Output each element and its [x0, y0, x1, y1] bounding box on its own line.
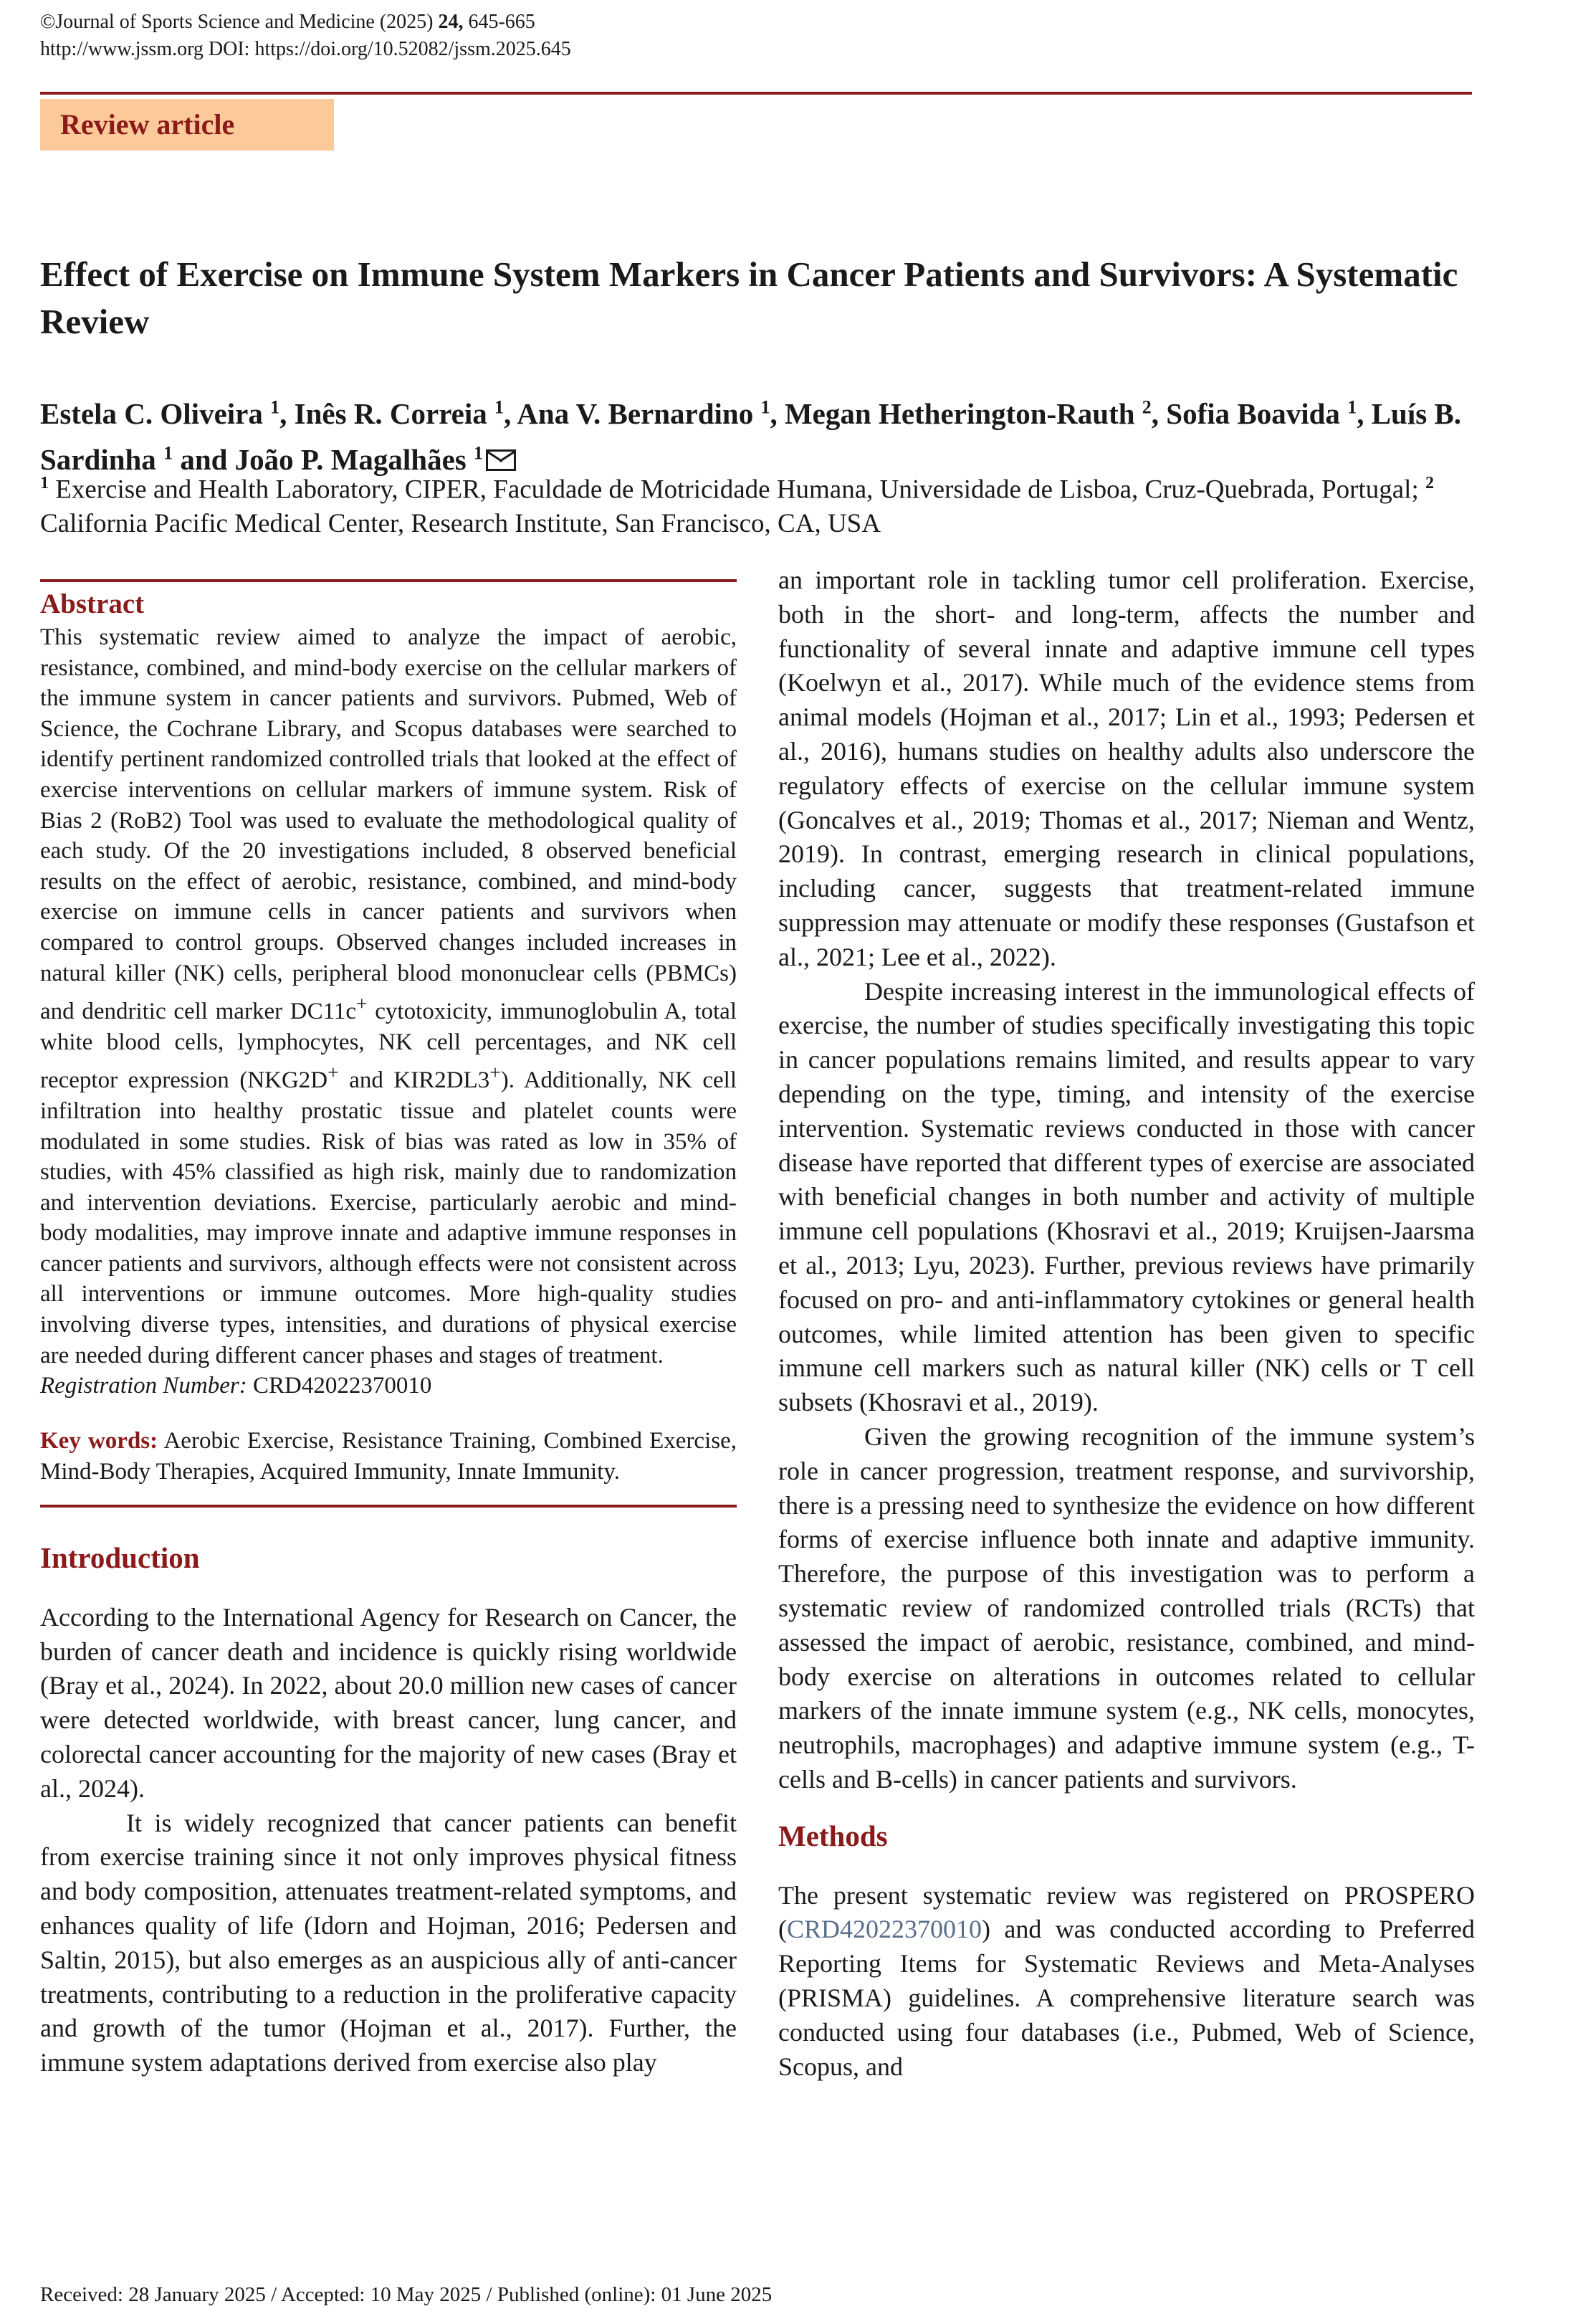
- prospero-link[interactable]: CRD42022370010: [787, 1915, 982, 1944]
- author: João P. Magalhães $^1$: [234, 442, 483, 477]
- intro-paragraph: Given the growing recognition of the immune system’s role in cancer progression, treatment response, and survivorship, there is a pressing need to synthesize the evidence on how different forms of exercise influence both innate and adaptive immunity. Therefore, the purpose of this investigation was to perform a systematic review of randomized controlled trials (RCTs) that assessed the impact of aerobic, resistance, combined, and mind-body exercise on alterations in outcomes related to cellular markers of the innate immune system (e.g., NK cells, monocytes, neutrophils, macrophages) and adaptive immune system (e.g., T-cells and B-cells) in cancer patients and survivors.: [778, 1421, 1475, 1794]
- author: Megan Hetherington-Rauth $^2$,: [784, 396, 1167, 430]
- author: Sofia Boavida $^1$,: [1166, 396, 1372, 430]
- methods-paragraph: The present systematic review was registered on PROSPERO (CRD42022370010) and was conducted according to Preferred Reporting Items for Systematic Reviews and Meta-Analyses (PRISMA) guidelines. A comprehensive literature search was conducted using four databases (i.e., Pubmed, Web of Science, Scopus, and: [778, 1880, 1475, 2081]
- intro-paragraph: According to the International Agency for Research on Cancer, the burden of cancer death and incidence is quickly rising worldwide (Bray et al., 2024). In 2022, about 20.0 million new cases of cancer were detected worldwide, with breast cancer, lung cancer, and colorectal cancer accounting for the majority of new cases (Bray et al., 2024).: [40, 1602, 737, 1803]
- intro-paragraph: It is widely recognized that cancer patients can benefit from exercise training since it not only improves physical fitness and body composition, attenuates treatment-related symptoms, and enhances quality of life (Idorn and Hojman, 2016; Pedersen and Saltin, 2015), but also emerges as an auspicious ally of anti-cancer treatments, contributing to a reduction in the proliferative capacity and growth of the tumor (Hojman et al., 2017). Further, the immune system adaptations derived from exercise also play: [40, 1808, 737, 2077]
- intro-paragraph: Despite increasing interest in the immunological effects of exercise, the number of studies specifically investigating this topic in cancer populations remains limited, and results appear to vary depending on the type, timing, and intensity of the exercise intervention. Systematic reviews conducted in those with cancer disease have reported that different types of exercise are associated with beneficial changes in both number and activity of multiple immune cell populations (Khosravi et al., 2019; Kruijsen-Jaarsma et al., 2013; Lyu, 2023). Further, previous reviews have primarily focused on pro- and anti-inflammatory cytokines or general health outcomes, while limited attention has been given to specific immune cell markers such as natural killer (NK) cells or T cell subsets (Khosravi et al., 2019).: [778, 976, 1475, 1417]
- citation-line: ©Journal of Sports Science and Medicine (2025) 24, 645-665: [40, 11, 535, 33]
- keywords: Key words: Aerobic Exercise, Resistance Training, Combined Exercise, Mind-Body Therapies, Acquired Immunity, Innate Immunity.: [40, 1427, 737, 1485]
- abstract-top-rule: [40, 579, 737, 582]
- abstract-heading: Abstract: [40, 589, 145, 619]
- journal-header: [40, 9, 571, 63]
- article-title: Effect of Exercise on Immune System Markers in Cancer Patients and Survivors: A Systematic Review: [40, 254, 1458, 341]
- author: Luís B. Sardinha $^1$ and: [40, 396, 1462, 477]
- methods-heading: Methods: [778, 1819, 888, 1852]
- header-rule: [40, 92, 1472, 95]
- doi-line[interactable]: http://www.jssm.org DOI: https://doi.org/10.52082/jssm.2025.645: [40, 38, 571, 60]
- abstract-text: This systematic review aimed to analyze the impact of aerobic, resistance, combined, and mind-body exercise on the cellular markers of the immune system in cancer patients and survivors. Pubmed, Web of Science, the Cochrane Library, and Scopus databases were searched to identify pertinent randomized controlled trials that looked at the effect of exercise interventions on cellular markers of immune system. Risk of Bias 2 (RoB2) Tool was used to evaluate the methodological quality of each study. Of the 20 investigations included, 8 observed beneficial results on the effect of aerobic, resistance, combined, and mind-body exercise on immune cells in cancer patients and survivors when compared to control groups. Observed changes included increases in natural killer (NK) cells, peripheral blood mononuclear cells (PBMCs) and dendritic cell marker DC11c+ cytotoxicity, immunoglobulin A, total white blood cells, lymphocytes, NK cell percentages, and NK cell receptor expression (NKG2D+ and KIR2DL3+). Additionally, NK cell infiltration into healthy prostatic tissue and platelet counts were modulated in some studies. Risk of bias was rated as low in 35% of studies, with 45% classified as high risk, mainly due to randomization and intervention deviations. Exercise, particularly aerobic and mind-body modalities, may improve innate and adaptive immune responses in cancer patients and survivors, although effects were not consistent across all interventions or immune outcomes. More high-quality studies involving diverse types, intensities, and durations of physical exercise are needed during different cancer phases and stages of treatment. Registration Number: CRD42022370010: [40, 624, 737, 1399]
- introduction-heading: Introduction: [40, 1540, 200, 1574]
- abstract-bottom-rule: [40, 1505, 737, 1508]
- right-column: [778, 563, 1475, 2084]
- affiliations: $^1$ Exercise and Health Laboratory, CIPER, Faculdade de Motricidade Humana, Universidade de Lisboa, Cruz-Quebrada, Portugal; $^2$ California Pacific Medical Center, Research Institute, San Francisco, CA, USA: [40, 474, 1434, 539]
- article-type-badge: Review article: [40, 99, 334, 151]
- author: Ana V. Bernardino $^1$,: [517, 396, 785, 430]
- publication-dates: Received: 28 January 2025 / Accepted: 10 May 2025 / Published (online): 01 June 2025: [40, 2283, 773, 2306]
- intro-paragraph-continued: an important role in tackling tumor cell proliferation. Exercise, both in the short- and long-term, affects the number and functionality of several innate and adaptive immune cell types (Koelwyn et al., 2017). While much of the evidence stems from animal models (Hojman et al., 2017; Lin et al., 1993; Pedersen et al., 2016), humans studies on healthy adults also underscore the regulatory effects of exercise on the cellular immune system (Goncalves et al., 2019; Thomas et al., 2017; Nieman and Wentz, 2019). In contrast, emerging research in clinical populations, including cancer, suggests that treatment-related immune suppression may attenuate or modify these responses (Gustafson et al., 2021; Lee et al., 2022).: [778, 566, 1475, 971]
- author: Inês R. Correia $^1$,: [294, 396, 517, 430]
- author: Estela C. Oliveira $^1$,: [40, 396, 295, 430]
- left-column: [40, 579, 737, 2080]
- abstract-body: [40, 622, 737, 1401]
